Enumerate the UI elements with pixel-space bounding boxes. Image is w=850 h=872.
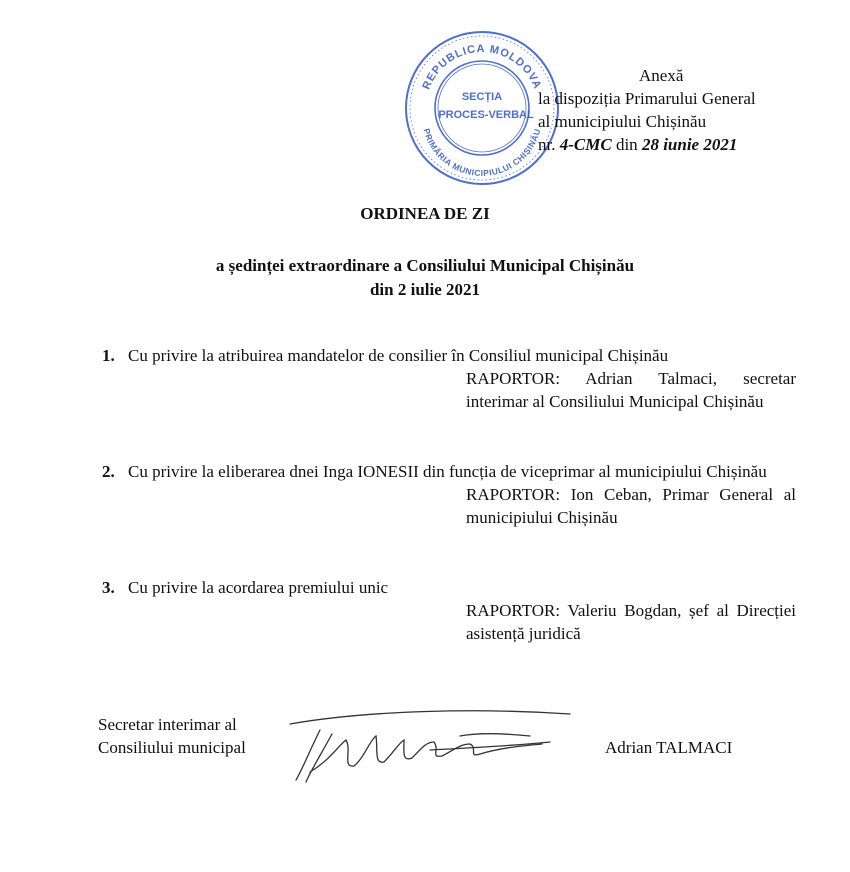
agenda-item-number: 3. (102, 578, 115, 597)
nr-prefix: nr. (538, 135, 560, 154)
subtitle-line-1: a ședinței extraordinare a Consiliului Municipal Chișinău (215, 256, 635, 275)
role-line-2: Consiliului municipal (98, 738, 246, 757)
document-subtitle (0, 254, 850, 302)
agenda-item (102, 344, 796, 413)
agenda-item-raportor: RAPORTOR: Valeriu Bogdan, șef al Direcției asistență juridică (466, 601, 796, 643)
agenda-item-text: Cu privire la acordarea premiului unic (128, 578, 389, 597)
annex-line-2: la dispoziția Primarului General (538, 89, 756, 108)
agenda-item-number: 2. (102, 462, 115, 481)
stamp-outer-top: REPUBLICA MOLDOVA (420, 42, 544, 92)
agenda-item-number: 1. (102, 346, 115, 365)
annex-header (538, 64, 828, 156)
signatory-role (98, 713, 246, 759)
subtitle-line-2: din 2 iulie 2021 (369, 280, 481, 299)
agenda-item (102, 460, 796, 529)
agenda-item-text: Cu privire la eliberarea dnei Inga IONESII din funcția de viceprimar al municipiului Chișinău (128, 462, 767, 481)
disposition-number: 4-CMC (559, 135, 612, 154)
disposition-date: 28 iunie 2021 (641, 135, 738, 154)
agenda-item (102, 576, 796, 645)
annex-line-3: al municipiului Chișinău (538, 112, 707, 131)
stamp-center-line1: SECȚIA (461, 91, 503, 103)
annex-label: Anexă (639, 66, 684, 85)
date-prefix: din (611, 135, 642, 154)
agenda-item-text: Cu privire la atribuirea mandatelor de consilier în Consiliul municipal Chișinău (128, 346, 669, 365)
stamp-center-line2: PROCES-VERBAL (438, 109, 534, 121)
stamp-outer-bottom: PRIMĂRIA MUNICIPIULUI CHIȘINĂU (421, 127, 543, 179)
role-line-1: Secretar interimar al (98, 715, 237, 734)
document-title: ORDINEA DE ZI (360, 204, 490, 223)
handwritten-signature (280, 700, 580, 790)
agenda-item-raportor: RAPORTOR: Ion Ceban, Primar General al municipiului Chișinău (466, 485, 796, 527)
annex-number-line (538, 133, 828, 156)
agenda-item-raportor: RAPORTOR: Adrian Talmaci, secretar interimar al Consiliului Municipal Chișinău (466, 369, 796, 411)
signatory-name: Adrian TALMACI (605, 738, 733, 757)
